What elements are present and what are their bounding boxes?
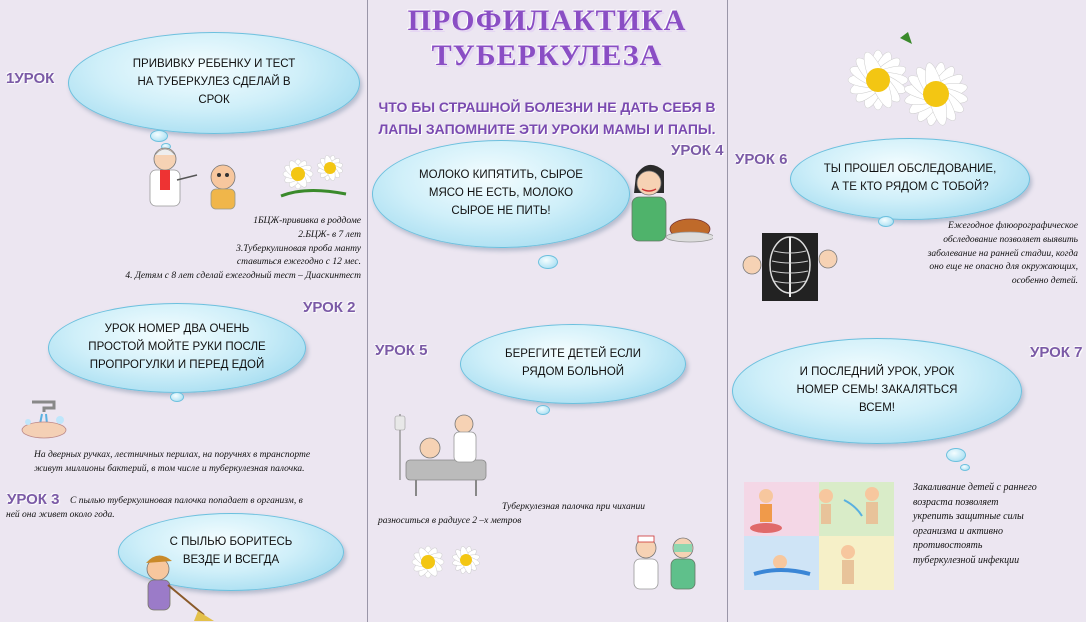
note-line: оно еще не опасно для окружающих, <box>929 262 1078 273</box>
bubble-tail <box>946 448 966 462</box>
doctors-illustration <box>628 534 706 592</box>
bubble-line: БЕРЕГИТЕ ДЕТЕЙ ЕСЛИ <box>505 348 641 361</box>
lesson-7-bubble <box>732 338 1022 444</box>
lesson-3-label: УРОК 3 <box>7 491 60 508</box>
page-title <box>367 4 727 73</box>
lesson-5-bubble <box>460 324 686 404</box>
note-line: разноситься в радиусе 2 –х метров <box>378 515 522 526</box>
column-divider-left <box>367 0 368 622</box>
subtitle-line: ЧТО БЫ СТРАШНОЙ БОЛЕЗНИ НЕ ДАТЬ СЕБЯ В <box>378 99 716 115</box>
note-line: ставиться ежегодно с 12 мес. <box>236 257 361 268</box>
hospital-patient-illustration <box>386 410 496 500</box>
lesson-7-notes <box>913 481 1083 568</box>
note-line: живут миллионы бактерий, в том числе и туберкулезная палочка. <box>34 463 305 474</box>
lesson-4-label: УРОК 4 <box>671 142 724 159</box>
note-line: укрепить защитные силы <box>913 511 1024 522</box>
sweeping-girl-illustration <box>128 555 218 622</box>
lesson-2-bubble <box>48 303 306 393</box>
bubble-line: МЯСО НЕ ЕСТЬ, МОЛОКО <box>428 187 574 200</box>
lesson-5-label: УРОК 5 <box>375 342 428 359</box>
bubble-line: ВСЕМ! <box>858 401 896 414</box>
bubble-line: СЫРОЕ НЕ ПИТЬ! <box>451 204 551 217</box>
bubble-line: ПРОСТОЙ МОЙТЕ РУКИ ПОСЛЕ <box>88 341 266 354</box>
bubble-line: ТЫ ПРОШЕЛ ОБСЛЕДОВАНИЕ, <box>823 163 997 176</box>
lesson-5-notes <box>378 501 708 529</box>
note-line: 3.Туберкулиновая проба манту <box>236 243 361 254</box>
bubble-tail <box>170 392 184 402</box>
hand-washing-illustration <box>14 398 76 442</box>
lesson-6-notes <box>838 220 1078 289</box>
bubble-line: УРОК НОМЕР ДВА ОЧЕНЬ <box>104 323 250 336</box>
note-line: 1БЦЖ-прививка в роддоме <box>253 216 361 226</box>
note-line: Закаливание детей с раннего <box>913 482 1037 493</box>
subtitle-line: ЛАПЫ ЗАПОМНИТЕ ЭТИ УРОКИ МАМЫ И ПАПЫ. <box>378 121 716 138</box>
lesson-1-bubble <box>68 32 360 134</box>
title-line: ТУБЕРКУЛЕЗА <box>431 38 663 72</box>
lesson-1-label: 1УРОК <box>6 70 55 87</box>
bubble-tail <box>150 130 168 142</box>
note-line: ней она живет около года. <box>6 509 115 520</box>
title-line: ПРОФИЛАКТИКА <box>407 4 687 37</box>
bubble-line: А ТЕ КТО РЯДОМ С ТОБОЙ? <box>831 181 989 193</box>
bubble-line: ПРОПРОГУЛКИ И ПЕРЕД ЕДОЙ <box>89 358 265 371</box>
lesson-4-bubble <box>372 140 630 248</box>
cooking-woman-illustration <box>618 155 713 250</box>
bubble-line: С ПЫЛЬЮ БОРИТЕСЬ <box>169 536 293 549</box>
lesson-2-notes <box>34 449 310 477</box>
column-divider-right <box>727 0 728 622</box>
note-line: организма и активно <box>913 525 1003 537</box>
note-line: 2.БЦЖ- в 7 лет <box>298 229 361 240</box>
note-line: обследование позволяет выявить <box>943 234 1078 245</box>
hardening-children-illustration <box>744 482 894 590</box>
note-line: Туберкулезная палочка при чихании <box>502 502 645 512</box>
lesson-1-notes <box>1 215 361 284</box>
xray-illustration <box>740 225 840 305</box>
page-subtitle <box>367 96 727 141</box>
bubble-line: СРОК <box>198 93 230 106</box>
note-line: С пылью туберкулиновая палочка попадает в организм, в <box>70 496 303 506</box>
daisy-flowers-illustration <box>830 30 988 140</box>
note-line: Ежегодное флюорографическое <box>948 221 1078 231</box>
note-line: противостоять <box>913 540 983 551</box>
bubble-line: И ПОСЛЕДНИЙ УРОК, УРОК <box>799 366 955 379</box>
bubble-tail <box>960 464 970 471</box>
note-line: особенно детей. <box>1011 276 1078 287</box>
note-line: туберкулезной инфекции <box>913 554 1020 566</box>
bubble-line: ВЕЗДЕ И ВСЕГДА <box>182 554 280 566</box>
lesson-2-label: УРОК 2 <box>303 299 356 316</box>
note-line: На дверных ручках, лестничных перилах, на поручнях в транспорте <box>34 450 311 460</box>
lesson-6-label: УРОК 6 <box>735 151 788 168</box>
lesson-6-bubble <box>790 138 1030 220</box>
note-line: возраста позволяет <box>913 496 999 508</box>
bubble-line: НА ТУБЕРКУЛЕЗ СДЕЛАЙ В <box>137 76 291 89</box>
daisy-flowers-illustration <box>404 538 492 586</box>
note-line: 4. Детям с 8 лет сделай ежегодный тест – Диаскинтест <box>125 271 361 282</box>
bubble-tail <box>536 405 550 415</box>
lesson-7-label: УРОК 7 <box>1030 344 1083 361</box>
bubble-tail <box>538 255 558 269</box>
bubble-line: РЯДОМ БОЛЬНОЙ <box>521 366 625 378</box>
doctor-child-illustration <box>135 145 250 210</box>
daisy-flowers-illustration <box>276 148 354 200</box>
bubble-line: НОМЕР СЕМЬ! ЗАКАЛЯТЬСЯ <box>796 384 958 397</box>
note-line: заболевание на ранней стадии, когда <box>927 248 1078 259</box>
bubble-line: ПРИВИВКУ РЕБЕНКУ И ТЕСТ <box>132 58 296 71</box>
bubble-line: МОЛОКО КИПЯТИТЬ, СЫРОЕ <box>419 169 583 182</box>
